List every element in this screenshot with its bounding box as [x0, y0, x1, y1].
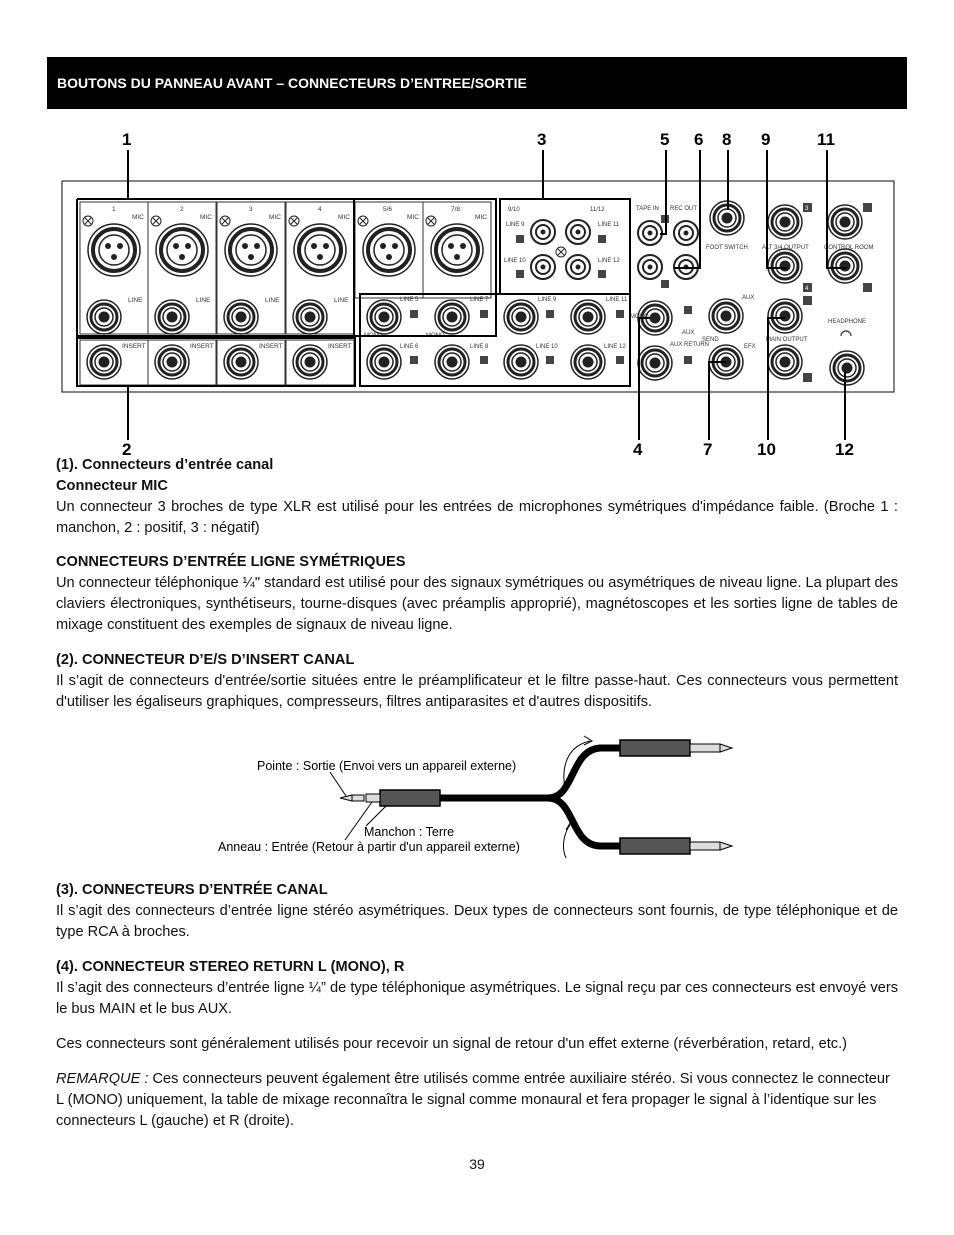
- cable-ring-label: Anneau : Entrée (Retour à partir d'un appareil externe): [218, 840, 520, 854]
- insert-label: INSERT: [259, 343, 283, 350]
- line-label: LINE 9: [538, 297, 557, 303]
- section-1-heading: (1). Connecteurs d’entrée canal: [56, 457, 274, 473]
- line-label: LINE 6: [400, 344, 419, 350]
- section-3-para: Il s’agit des connecteurs d’entrée ligne stéréo asymétriques. Deux types de connecteurs sont fournis, de type téléphonique et de type RCA à broches.: [56, 903, 898, 940]
- line-label: LINE: [196, 297, 211, 304]
- stereo-group-label: 11/12: [590, 207, 605, 213]
- tape-in-label: TAPE IN: [636, 206, 659, 212]
- send-label: SEND: [702, 337, 719, 343]
- section-header-title: BOUTONS DU PANNEAU AVANT – CONNECTEURS D’ENTREE/SORTIE: [57, 75, 527, 91]
- callout-6: 6: [694, 130, 704, 149]
- headphone-label: HEADPHONE: [828, 319, 867, 325]
- aux-return-label: AUX RETURN: [670, 342, 710, 348]
- mono-label: MONO: [426, 333, 445, 339]
- section-line-para: Un connecteur téléphonique ¼" standard est utilisé pour des signaux symétriques ou asymétriques de niveau ligne. La plupart des claviers électroniques, synthétiseurs, tourne-disques (avec préamplis approprié), magnétoscopes et les sorties ligne de tables de mixage constituent des exemples de signaux de niveau ligne.: [56, 575, 898, 633]
- section-4-para: Il s’agit des connecteurs d’entrée ligne ¼” de type téléphonique asymétriques. Le signal reçu par ces connecteurs est envoyé vers le bus MAIN et le bus AUX.: [56, 980, 898, 1017]
- mic-label: MIC: [407, 214, 419, 221]
- line-label: LINE 12: [604, 344, 626, 350]
- line-label: LINE 8: [470, 344, 489, 350]
- line-label: LINE 11: [606, 297, 628, 303]
- callout-7: 7: [703, 440, 713, 459]
- callout-5: 5: [660, 130, 670, 149]
- line-label: LINE 7: [470, 297, 489, 303]
- mic-label: MIC: [475, 214, 487, 221]
- callout-8: 8: [722, 130, 732, 149]
- mic-label: MIC: [338, 214, 350, 221]
- line-label: LINE: [128, 297, 143, 304]
- section-4: [56, 957, 898, 1132]
- foot-switch-label: FOOT SWITCH: [706, 245, 748, 251]
- tag-3: 3: [805, 206, 809, 212]
- callout-3: 3: [537, 130, 547, 149]
- callout-11: 11: [817, 130, 835, 149]
- channel-number: 4: [318, 206, 322, 213]
- mic-label: MIC: [200, 214, 212, 221]
- line-label: LINE: [265, 297, 280, 304]
- efx-label: EFX: [744, 344, 756, 350]
- line-label: LINE 5: [400, 297, 419, 303]
- channel-number: 7/8: [451, 206, 461, 213]
- line-label: LINE 10: [504, 258, 526, 264]
- control-room-label: CONTROL ROOM: [824, 245, 874, 251]
- mic-label: MIC: [132, 214, 144, 221]
- section-1-para: Un connecteur 3 broches de type XLR est utilisé pour les entrées de microphones symétriques d'impédance faible. (Broche 1 : manchon, 2 : positif, 3 : négatif): [56, 499, 898, 536]
- section-line-heading: CONNECTEURS D’ENTRÉE LIGNE SYMÉTRIQUES: [56, 554, 406, 570]
- section-4-note: [56, 1069, 898, 1132]
- cable-sleeve-label: Manchon : Terre: [364, 825, 455, 839]
- section-3: [56, 880, 898, 943]
- section-2-heading: (2). CONNECTEUR D’E/S D’INSERT CANAL: [56, 652, 355, 668]
- section-2-para: Il s’agit de connecteurs d'entrée/sortie situées entre le préamplificateur et le filtre passe-haut. Ces connecteurs vous permettent d'utiliser les égaliseurs graphiques, compresseurs, filtres antiparasites et d'autres dispositifs.: [56, 673, 898, 710]
- alt-output-label: ALT 3/4 OUTPUT: [762, 245, 809, 251]
- callout-12: 12: [835, 440, 854, 459]
- stereo-group-label: 9/10: [508, 207, 520, 213]
- callout-2: 2: [122, 440, 132, 459]
- tag-4: 4: [805, 286, 809, 292]
- page-number: 39: [469, 1156, 485, 1172]
- main-output-label: MAIN OUTPUT: [766, 337, 808, 343]
- channel-number: 3: [249, 206, 253, 213]
- line-label: LINE: [334, 297, 349, 304]
- aux-label: AUX: [682, 330, 695, 336]
- callout-1: 1: [122, 130, 132, 149]
- aux-label: AUX: [742, 295, 755, 301]
- mono-label: MONO: [364, 333, 383, 339]
- insert-label: INSERT: [122, 343, 146, 350]
- mono-label: MONO: [630, 314, 649, 320]
- line-label: LINE 9: [506, 222, 525, 228]
- section-3-heading: (3). CONNECTEURS D’ENTRÉE CANAL: [56, 882, 328, 898]
- channel-number: 5/6: [383, 206, 393, 213]
- channel-number: 1: [112, 206, 116, 213]
- note-text: Ces connecteurs peuvent également être utilisés comme entrée auxiliaire stéréo. Si vous connectez le connecteur L (MONO) uniquement, la table de mixage reconnaîtra le signal comme monaural et fera propager le signal à l’identique sur les connecteurs L (gauche) et R (droite).: [56, 1071, 890, 1129]
- callout-4: 4: [633, 440, 643, 459]
- cable-tip-label: Pointe : Sortie (Envoi vers un appareil externe): [257, 759, 517, 773]
- line-label: LINE 12: [598, 258, 620, 264]
- line-label: LINE 11: [598, 222, 620, 228]
- insert-label: INSERT: [328, 343, 352, 350]
- mic-label: MIC: [269, 214, 281, 221]
- section-4-heading: (4). CONNECTEUR STEREO RETURN L (MONO), R: [56, 959, 405, 975]
- note-label: REMARQUE :: [56, 1071, 149, 1087]
- callout-10: 10: [757, 440, 776, 459]
- channel-number: 2: [180, 206, 184, 213]
- rec-out-label: REC OUT: [670, 206, 697, 212]
- line-label: LINE 10: [536, 344, 558, 350]
- section-1-subheading: Connecteur MIC: [56, 478, 168, 494]
- callout-9: 9: [761, 130, 771, 149]
- section-4-para2: Ces connecteurs sont généralement utilisés pour recevoir un signal de retour d'un effet externe (réverbération, retard, etc.): [56, 1036, 848, 1052]
- insert-label: INSERT: [190, 343, 214, 350]
